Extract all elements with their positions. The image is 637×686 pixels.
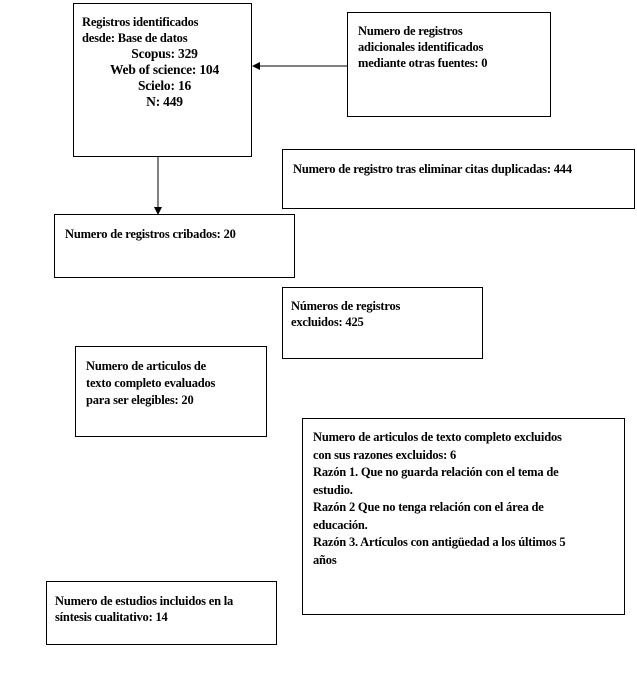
included-studies-box [46, 581, 277, 645]
included-line-2: síntesis cualitativo: 14 [55, 610, 168, 624]
fulltext-assessed-box [75, 346, 267, 437]
fulltext-excluded-box [302, 418, 625, 615]
duplicates-text: Numero de registro tras eliminar citas duplicadas: 444 [293, 162, 572, 176]
fulltext-excluded-reason-3: Razón 3. Artículos con antigüedad a los últimos 5 [313, 535, 566, 549]
excluded-line-2: excluidos: 425 [291, 315, 364, 329]
additional-line-2: adicionales identificados [358, 40, 484, 54]
identified-line-1: Registros identificados [82, 15, 199, 29]
fulltext-line-3: para ser elegibles: 20 [86, 393, 194, 407]
identified-scopus: Scopus: 329 [131, 46, 198, 61]
identified-records-box [73, 3, 252, 157]
additional-line-3: mediante otras fuentes: 0 [358, 56, 488, 70]
screened-text: Numero de registros cribados: 20 [65, 227, 236, 241]
additional-line-1: Numero de registros [358, 24, 463, 38]
fulltext-excluded-reason-2-cont: educación. [313, 517, 368, 532]
fulltext-line-1: Numero de articulos de [86, 359, 207, 373]
excluded-records-box [282, 287, 483, 359]
included-line-1: Numero de estudios incluidos en la [55, 594, 234, 608]
identified-wos: Web of science: 104 [109, 62, 220, 77]
additional-records-box [347, 12, 551, 117]
identified-scielo: Scielo: 16 [137, 78, 192, 93]
fulltext-excluded-line-2: con sus razones excluidos: 6 [313, 447, 457, 462]
screened-records-box [54, 214, 295, 278]
fulltext-excluded-reason-1-cont: estudio. [313, 482, 353, 497]
excluded-line-1: Números de registros [291, 299, 401, 313]
duplicates-removed-box [282, 149, 635, 209]
fulltext-excluded-reason-1: Razón 1. Que no guarda relación con el tema de [313, 465, 559, 479]
fulltext-excluded-line-1: Numero de articulos de texto completo excluidos [313, 430, 562, 444]
fulltext-excluded-reason-3-cont: años [313, 552, 337, 567]
fulltext-line-2: texto completo evaluados [86, 376, 216, 390]
fulltext-excluded-reason-2: Razón 2 Que no tenga relación con el área de [313, 500, 544, 514]
identified-line-2: desde: Base de datos [82, 31, 188, 45]
identified-total: N: 449 [146, 94, 183, 109]
